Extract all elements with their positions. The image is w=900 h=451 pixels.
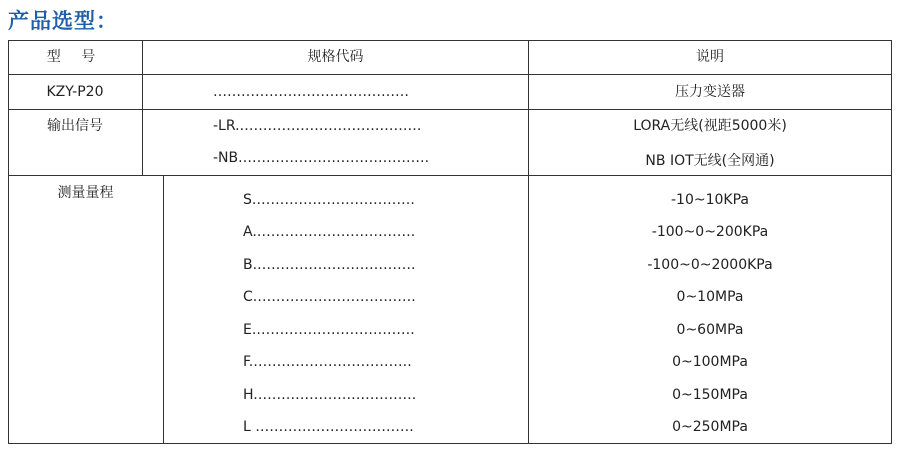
table-rule — [8, 175, 892, 176]
header-spec-code: 规格代码 — [307, 49, 364, 65]
range-code: S.……………………………. — [243, 192, 415, 208]
range-code: E.……………………………. — [243, 322, 415, 338]
range-description: 0~250MPa — [672, 419, 748, 435]
range-code: F.……………………………. — [243, 354, 412, 370]
table-border-bottom — [8, 443, 892, 444]
range-description: -10~10KPa — [671, 192, 749, 208]
range-description: -100~0~2000KPa — [647, 257, 773, 273]
range-code: B.……………………………. — [243, 257, 416, 273]
header-model: 型 号 — [46, 49, 104, 65]
range-label: 测量量程 — [57, 185, 114, 201]
output-code-lr: -LR.………………………………… — [213, 118, 422, 134]
model-label: KZY-P20 — [46, 84, 104, 100]
range-code: C.……………………………. — [243, 289, 416, 305]
output-signal-label: 输出信号 — [47, 118, 103, 134]
column-divider — [163, 175, 164, 444]
table-rule — [8, 109, 892, 110]
range-code: L ……………………………. — [243, 419, 414, 435]
table-rule — [8, 74, 892, 75]
range-description: -100~0~200KPa — [651, 224, 769, 240]
product-selection-table — [8, 40, 892, 444]
range-code: A.……………………………. — [243, 224, 416, 240]
model-description: 压力变送器 — [675, 84, 745, 100]
output-code-nb: -NB.…………………………………. — [213, 150, 430, 166]
header-description: 说明 — [696, 49, 724, 65]
range-description: 0~100MPa — [672, 354, 748, 370]
output-description-lora: LORA无线(视距5000米) — [633, 118, 787, 134]
table-border-right — [891, 40, 892, 444]
range-description: 0~10MPa — [676, 289, 744, 305]
section-title: 产品选型： — [8, 9, 118, 33]
model-code: …………………………………… — [213, 84, 409, 100]
range-description: 0~60MPa — [676, 322, 744, 338]
range-code: H.……………………………. — [243, 387, 417, 403]
range-description: 0~150MPa — [672, 387, 748, 403]
table-border-top — [8, 40, 892, 41]
output-description-nbiot: NB IOT无线(全网通) — [645, 153, 775, 169]
